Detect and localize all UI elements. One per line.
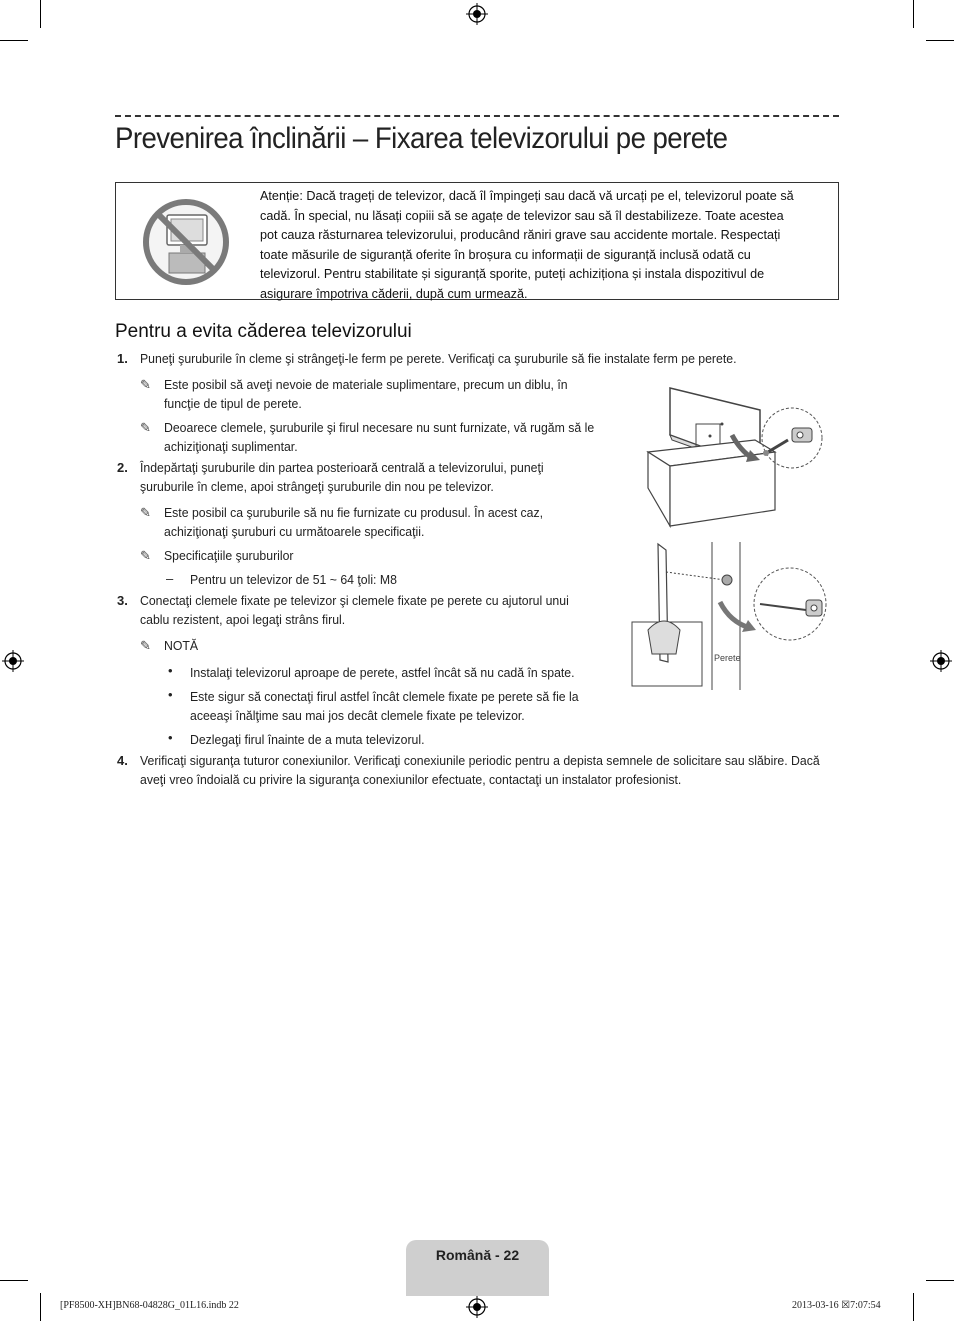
bullet-marker: •	[168, 730, 173, 745]
crop-mark	[926, 40, 954, 41]
page-number-label: Română - 22	[435, 1247, 520, 1263]
step-text: Îndepărtaţi şuruburile din partea posterioară centrală a televizorului, puneţi şuruburile în cleme, apoi strângeţi şuruburile din nou pe televizor.	[140, 460, 544, 494]
note-icon: ✎	[140, 377, 151, 392]
registration-mark-icon	[466, 3, 488, 25]
bullet-text: Este sigur să conectaţi firul astfel încât clemele fixate pe perete să fie la aceeaşi înălţime sau mai jos decât clemele fixate pe televizor.	[190, 689, 579, 723]
bullet-marker: •	[168, 687, 173, 702]
step-number: 3.	[117, 593, 128, 608]
note-text: Deoarece clemele, şuruburile şi firul necesare nu sunt furnizate, vă rugăm să le achiziţionaţi suplimentar.	[164, 420, 595, 454]
step-number: 2.	[117, 460, 128, 475]
step-number: 1.	[117, 351, 128, 366]
dash-item-text: Pentru un televizor de 51 ~ 64 ţoli: M8	[190, 572, 397, 587]
bullet-text: Instalaţi televizorul aproape de perete, astfel încât să nu cadă în spate.	[190, 665, 575, 680]
page-number-tab	[406, 1240, 549, 1296]
section-heading: Pentru a evita căderea televizorului	[115, 321, 412, 342]
note-icon: ✎	[140, 638, 151, 653]
crop-mark	[0, 40, 28, 41]
crop-mark	[913, 1293, 914, 1321]
file-slug: [PF8500-XH]BN68-04828G_01L16.indb 22	[60, 1300, 239, 1311]
registration-mark-icon	[466, 1296, 488, 1318]
note-icon: ✎	[140, 505, 151, 520]
bullet-text: Dezlegaţi firul înainte de a muta televizorul.	[190, 732, 425, 747]
note-icon: ✎	[140, 420, 151, 435]
registration-mark-icon	[930, 650, 952, 672]
crop-mark	[0, 1280, 28, 1281]
no-climbing-warning-icon	[140, 197, 232, 287]
note-text: Este posibil să aveţi nevoie de materiale suplimentare, precum un diblu, în funcţie de tipul de perete.	[164, 377, 568, 411]
dash-marker: –	[166, 571, 174, 586]
crop-mark	[40, 1293, 41, 1321]
registration-mark-icon	[2, 650, 24, 672]
wall-label: Perete	[714, 653, 741, 663]
page-title: Prevenirea înclinării – Fixarea televizorului pe perete	[115, 122, 728, 155]
note-icon: ✎	[140, 548, 151, 563]
step-text: Verificaţi siguranţa tuturor conexiunilor. Verificaţi conexiunile periodic pentru a depista semnele de solicitare sau slăbire. Dacă aveţi vreo îndoială cu privire la siguranţa conexiunilor efectuate, contactaţi un instalator profesionist.	[140, 753, 820, 787]
bullet-marker: •	[168, 663, 173, 678]
step-text: Conectaţi clemele fixate pe televizor şi clemele fixate pe perete cu ajutorul unui cablu rezistent, apoi legaţi strâns firul.	[140, 593, 569, 627]
crop-mark	[913, 0, 914, 28]
tv-wall-cable-illustration	[630, 542, 830, 690]
date-slug: 2013-03-16 ☒7:07:54	[792, 1300, 881, 1311]
note-text: Specificaţiile şuruburilor	[164, 548, 294, 563]
note-label: NOTĂ	[164, 638, 199, 653]
step-number: 4.	[117, 753, 128, 768]
warning-text: Atenție: Dacă trageți de televizor, dacă îl împingeți sau dacă vă urcați pe el, televizorul poate să cadă. În special, nu lăsați copiii să se agațe de televizor sau să îl destabilizeze. Toate acestea pot cauza răsturnarea televizorului, producând răniri grave sau accidente mortale. Respectați toate măsurile de siguranță oferite în broșura cu informații de siguranță inclusă odată cu televizorul. Pentru stabilitate și siguranță sporite, puteți achiziționa și instala dispozitivul de asigurare împotriva căderii, după cum urmează.	[260, 188, 794, 301]
step-text: Puneţi şuruburile în cleme şi strângeţi-le ferm pe perete. Verificaţi ca şuruburile să fie instalate ferm pe perete.	[140, 351, 737, 366]
tv-bracket-illustration	[640, 380, 830, 530]
note-text: Este posibil ca şuruburile să nu fie furnizate cu produsul. În acest caz, achiziţionaţi şuruburi cu următoarele specificaţii.	[164, 505, 544, 539]
warning-box	[115, 182, 839, 300]
title-divider	[115, 115, 839, 117]
crop-mark	[926, 1280, 954, 1281]
crop-mark	[40, 0, 41, 28]
